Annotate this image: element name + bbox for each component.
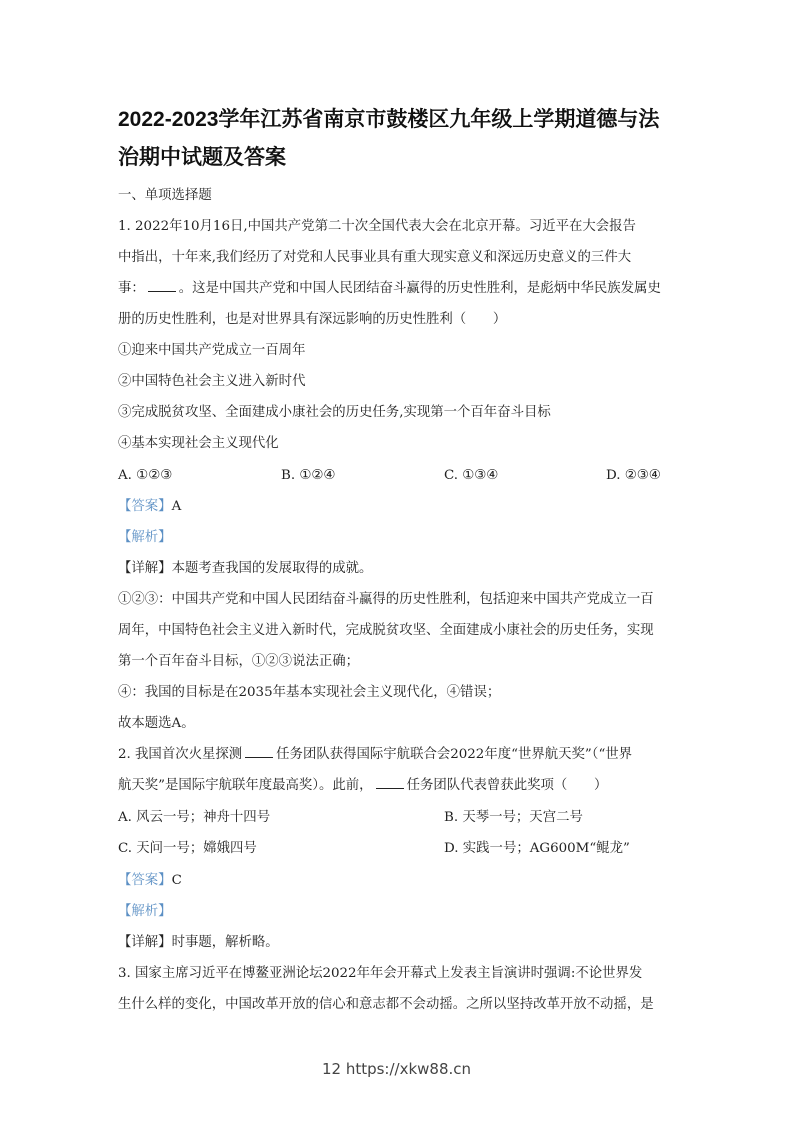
answer-value: C (171, 873, 182, 888)
detail-tag: 【详解】 (118, 935, 172, 950)
q2-option-c: C. 天问一号；嫦娥四号 (118, 841, 257, 856)
q3-line: 3. 国家主席习近平在博鳌亚洲论坛2022年年会开幕式上发表主旨演讲时强调:不论世界发 (118, 966, 643, 981)
q1-detail (118, 559, 678, 579)
q1-detail-line: ④：我国的目标是在2035年基本实现社会主义现代化，④错误； (118, 685, 501, 700)
fill-blank (245, 745, 273, 758)
q2-text: 航天奖”是国际宇航联年度最高奖）。此前， (118, 778, 373, 793)
q2-answer (118, 871, 678, 891)
detail-tag: 【详解】 (118, 561, 172, 576)
q1-detail-line: 故本题选A。 (118, 716, 195, 731)
q2-option-a: A. 风云一号；神舟十四号 (118, 810, 271, 825)
fill-blank (376, 776, 404, 789)
q2-option-d: D. 实践一号；AG600M“鲲龙” (444, 841, 630, 856)
q1-text: 事： (118, 281, 145, 296)
q1-line (118, 279, 678, 299)
q1-option-a: A. ①②③ (118, 468, 173, 483)
q1-answer (118, 497, 678, 517)
q2-text: 任务团队获得国际宇航联合会2022年度“世界航天奖”（“世界 (276, 747, 633, 762)
q1-detail-line: ①②③：中国共产党和中国人民团结奋斗赢得的历史性胜利，包括迎来中国共产党成立一百 (118, 592, 654, 607)
q1-option-b: B. ①②④ (281, 468, 336, 483)
q1-item: ②中国特色社会主义进入新时代 (118, 374, 306, 389)
q1-line: 册的历史性胜利，也是对世界具有深远影响的历史性胜利（ ） (118, 312, 507, 327)
q1-item: ③完成脱贫攻坚、全面建成小康社会的历史任务,实现第一个百年奋斗目标 (118, 405, 551, 420)
q1-option-c: C. ①③④ (444, 468, 499, 483)
analysis-tag: 【解析】 (118, 530, 172, 545)
q2-text: 任务团队代表曾获此奖项（ ） (406, 778, 608, 793)
q2-line (118, 745, 678, 765)
q1-line: 中指出，十年来,我们经历了对党和人民事业具有重大现实意义和深远历史意义的三件大 (118, 250, 632, 265)
q1-text: 。这是中国共产党和中国人民团结奋斗赢得的历史性胜利，是彪炳中华民族发属史 (178, 281, 661, 296)
q1-item: ④基本实现社会主义现代化 (118, 436, 279, 451)
detail-text: 本题考查我国的发展取得的成就。 (171, 561, 373, 576)
q3-line: 生什么样的变化，中国改革开放的信心和意志都不会动摇。之所以坚持改革开放不动摇，是 (118, 997, 654, 1012)
q1-detail-line: 第一个百年奋斗目标，①②③说法正确； (118, 654, 360, 669)
doc-title-line2: 治期中试题及答案 (118, 146, 286, 169)
section-heading: 一、单项选择题 (118, 188, 212, 203)
answer-value: A (171, 499, 182, 514)
q1-line: 1. 2022年10月16日,中国共产党第二十次全国代表大会在北京开幕。习近平在大会报告 (118, 219, 636, 234)
q2-text: 2. 我国首次火星探测 (118, 747, 243, 762)
q1-detail-line: 周年，中国特色社会主义进入新时代，完成脱贫攻坚、全面建成小康社会的历史任务，实现 (118, 623, 654, 638)
doc-title-line1: 2022-2023学年江苏省南京市鼓楼区九年级上学期道德与法 (118, 108, 660, 131)
page-footer: 12 https://xkw88.cn (321, 1060, 472, 1078)
q1-option-d: D. ②③④ (606, 468, 661, 483)
answer-tag: 【答案】 (118, 499, 172, 514)
q1-item: ①迎来中国共产党成立一百周年 (118, 343, 306, 358)
q2-detail (118, 933, 678, 953)
q2-option-b: B. 天琴一号；天宫二号 (444, 810, 583, 825)
detail-text: 时事题，解析略。 (171, 935, 279, 950)
answer-tag: 【答案】 (118, 873, 172, 888)
fill-blank (148, 279, 176, 292)
q2-line (118, 776, 678, 796)
analysis-tag: 【解析】 (118, 904, 172, 919)
